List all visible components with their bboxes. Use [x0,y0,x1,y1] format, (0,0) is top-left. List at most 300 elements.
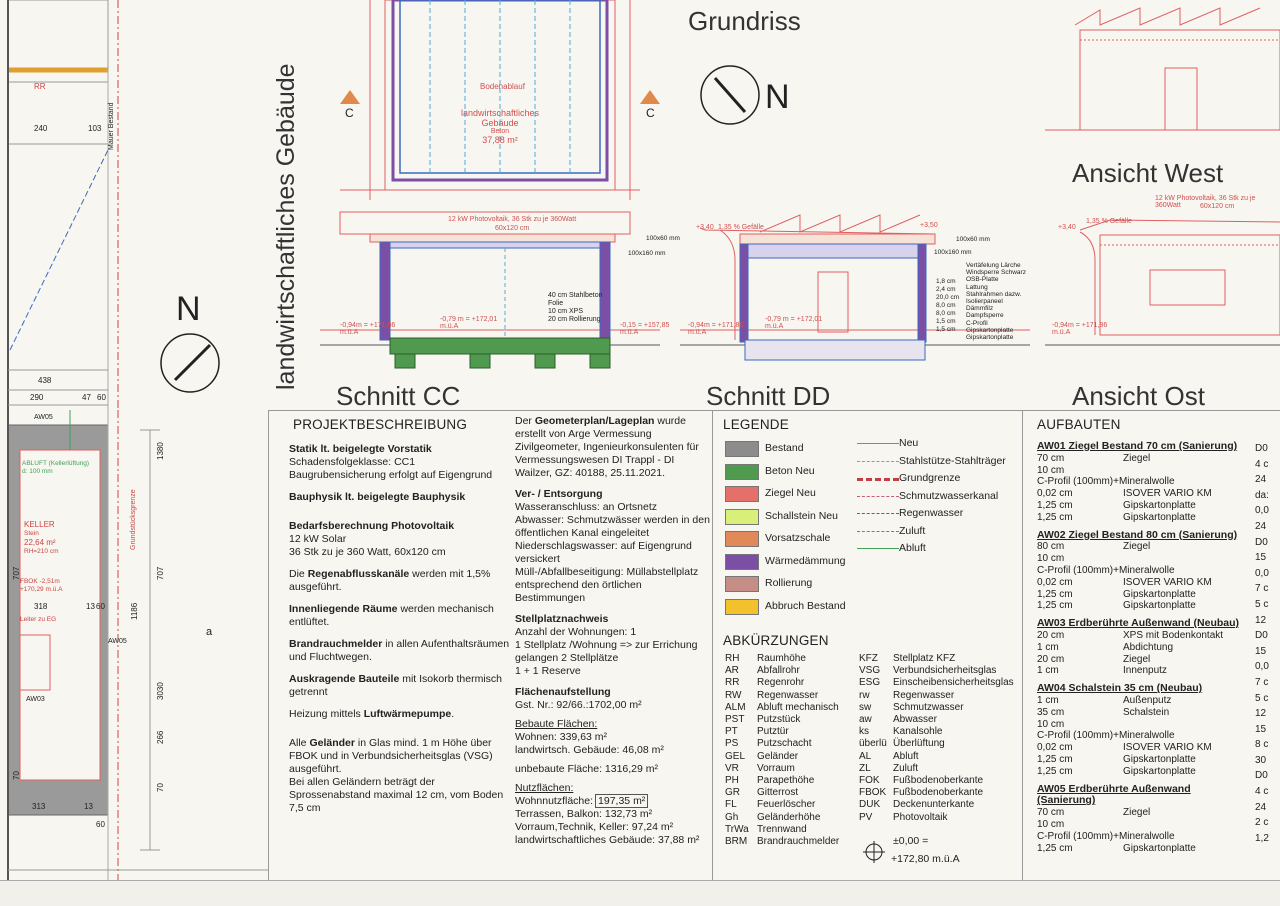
isokorb-block [289,673,511,699]
aufbau-cut-value: 12 [1255,708,1267,720]
page-footer [0,880,1280,906]
keller-room [24,520,59,556]
legend-swatch-label: Bestand [765,442,804,454]
abbreviation-row [725,665,843,677]
abbreviation-meaning: Regenrohr [757,677,805,689]
dim-v-707: 707 [156,566,165,580]
level-cc-right: -0,15 = +157,85 m.ü.A [620,322,670,336]
aufbau-heading: AW02 Ziegel Bestand 80 cm (Sanierung) [1037,528,1238,541]
aufbau-cut-value: 15 [1255,552,1267,564]
ver-text: Wasseranschluss: an Ortsnetz Abwasser: Schmutzwässer werden in den öffentlichen Kanal eingeleitet Niederschlagswasser: auf Eigengrund versickert Müll-/Abfallbeseitigung: Müllabstellplatz entsprechend den örtlichen Bestimmungen [515,501,710,604]
dd-layer-size: 1,8 cm [936,278,956,285]
nutz-text: Terrassen, Balkon: 132,73 m² Vorraum,Technik, Keller: 97,24 m² landwirtschaftliches Gebäude: 37,88 m² [515,808,700,846]
aufbau-thickness: 0,02 cm [1037,488,1073,500]
abbreviation-meaning: Putztür [757,726,789,738]
legend-swatch-label: Schallstein Neu [765,509,838,522]
room-name: landwirtschaftliches Gebäude [460,108,540,128]
level-dd-top-right: +3,50 [920,222,938,229]
abbreviation-code: überlü [859,738,887,750]
aufbau-layer-row [1037,807,1249,819]
aufbau-layer-row [1037,695,1249,707]
aufbau-cut-value: 30 [1255,754,1267,766]
wohnnutz-label: Wohnnutzfläche: [515,795,594,807]
raeume-block [289,603,511,629]
abbreviation-code: AR [725,665,739,677]
legend-line-label: Schmutzwasserkanal [899,489,999,502]
abbreviation-code: ESG [859,677,881,689]
level-dd-mid: -0,79 m = +172,01 m.ü.A [765,316,823,330]
stell-heading: Stellplatznachweis [515,613,609,625]
abbreviation-row [725,775,843,787]
aufbau-thickness: 35 cm [1037,706,1065,718]
abbreviation-row [725,751,843,763]
abbreviation-row [725,690,843,702]
aufbau-material: ISOVER VARIO KM [1123,576,1212,588]
abbreviation-meaning: Putzstück [757,714,801,726]
mauer-label: Mauer Bestand [108,102,115,150]
rauchmelder-block [289,638,511,664]
aufbau-layer-row [1037,512,1249,524]
aufbau-heading: AW05 Erdberührte Außenwand (Sanierung) [1037,782,1191,807]
section-mark-c-left: C [345,106,354,120]
dim-290: 290 [30,393,44,402]
aufbau-material: C-Profil (100mm)+Mineralwolle [1037,564,1175,576]
dd-layer-list [966,262,1026,341]
aufbau-thickness: 1,25 cm [1037,511,1073,523]
aufbau-thickness: 80 cm [1037,541,1065,553]
aw03-badge: AW03 [26,696,45,703]
aufbau-thickness: 1,25 cm [1037,588,1073,600]
abbreviation-meaning: Einscheibensicherheitsglas [893,677,1014,689]
section-mark-c-right: C [646,106,655,120]
aufbau-material: C-Profil (100mm)+Mineralwolle [1037,476,1175,488]
aufbau-cut-value: 7 c [1255,583,1269,595]
abbreviation-meaning: Trennwand [757,823,807,835]
site-plan-left [8,0,118,410]
abbreviation-code: TrWa [725,823,749,835]
aufbau-heading: AW01 Ziegel Bestand 70 cm (Sanierung) [1037,440,1238,452]
abbreviation-meaning: Schmutzwasser [893,701,964,713]
aufbauten-cut-column [1255,441,1280,846]
aufbau-thickness: 10 cm [1037,718,1065,730]
aufbau-layer-row [1037,488,1249,500]
abbreviation-code: KFZ [859,653,878,664]
bauphysik-heading: Bauphysik lt. beigelegte Bauphysik [289,491,466,503]
dd-layer-size: 1,5 cm [936,326,956,333]
aufbau-thickness: 1,25 cm [1037,753,1073,765]
project-col-2 [515,415,711,847]
abbreviation-meaning: Photovoltaik [893,811,948,823]
abbreviations-left [725,653,843,848]
grenze-label: Grundstücksgrenze [130,489,137,550]
aufbau-cut-value: 0,0 [1255,505,1269,517]
project-description-panel [268,410,713,881]
aufbau-material: Gipskartonplatte [1123,588,1196,600]
dd-layer-size: 8,0 cm [936,310,956,317]
abbreviation-code: RW [725,689,742,701]
aufbau-material: ISOVER VARIO KM [1123,488,1212,500]
aufbau-cut-value: D0 [1255,630,1268,642]
dim-v-707-left: 707 [12,566,21,580]
dim-v-1380: 1380 [156,442,165,460]
gefaelle-label-dd: 1,35 % Gefälle [718,224,764,231]
aufbauten-list [1037,435,1249,854]
level-east-left: -0,94m = +171,86 m.ü.A [1052,322,1108,336]
dd-layer: Gipskartonplatte [966,334,1014,342]
legend-swatch [725,441,759,457]
aufbau-layer-row [1037,589,1249,601]
abbreviation-row [725,836,843,848]
aufbau-cut-value: 7 c [1255,676,1269,688]
keller-area: 22,64 m² [24,538,56,547]
abbreviation-code: ZL [859,762,871,774]
abbreviation-code: PST [725,714,745,726]
legend-swatch [725,464,759,480]
dim-313: 313 [32,802,46,811]
legend-line-sample [857,531,899,532]
gelaender-text: in Glas mind. 1 m Höhe über FBOK und in Verbundsicherheitsglas (VSG) ausgeführt. Bei allen Geländern beträgt der Sprossenabstand maximal 12 cm, vom Boden 7,5 cm [289,737,504,814]
abbreviation-code: sw [859,701,872,713]
aufbau-cut-value: 5 c [1255,692,1269,704]
room-area: 37,88 m² [482,135,518,145]
abbreviation-row [725,677,843,689]
abbreviation-row [725,702,843,714]
abbreviation-meaning: Abluft [893,750,919,762]
statik-text: Schadensfolgeklasse: CC1 Baugrubensicherung erfolgt auf Eigengrund [289,456,493,481]
aufbau-heading: AW03 Erdberührte Außenwand (Neubau) [1037,617,1240,630]
legend-line-label: Regenwasser [899,507,964,519]
aufbau-material: ISOVER VARIO KM [1123,742,1212,754]
north-arrow-left [161,334,219,392]
abbreviation-code: GEL [725,750,746,762]
flaechen-heading: Flächenaufstellung [515,686,611,698]
cc-layer: 10 cm XPS [548,308,584,315]
aufbau-material: Ziegel [1123,653,1151,665]
legend-line-label: Neu [899,437,919,449]
fbok-level: FBOK -2,51m [20,578,60,585]
keller-name: KELLER [24,520,55,529]
heizung-pre: Heizung mittels [289,708,364,720]
aufbau-cut-value: D0 [1255,536,1268,548]
aufbau-thickness: 70 cm [1037,452,1065,464]
aufbau-cut-value: 0,0 [1255,567,1269,579]
pv-heading: Bedarfsberechnung Photovoltaik [289,520,455,532]
aufbauten-panel [1022,410,1280,881]
aufbau-cut-value: 15 [1255,723,1267,735]
aufbauten-title: AUFBAUTEN [1037,417,1121,432]
abbreviation-row [859,787,1018,799]
aufbau-layer-row [1037,577,1249,589]
section-cc [320,234,660,368]
abbreviation-row [725,763,843,775]
abbreviation-row [859,738,1018,750]
aufbau-thickness: 20 cm [1037,629,1065,641]
abbreviation-code: DUK [859,799,881,811]
aufbau-layer-row [1037,654,1249,666]
abbreviation-row [725,787,843,799]
leiter-label: Leiter zu EG [20,616,57,623]
dd-layer-size: 1,5 cm [936,318,956,325]
dd-layer: C-Profil [966,319,988,327]
aufbau-thickness: 1,25 cm [1037,499,1073,511]
aufbau-material: Gipskartonplatte [1123,511,1196,523]
section-mark-a: a [206,626,213,638]
gelaender-pre: Alle [289,737,310,749]
statik-heading: Statik lt. beigelegte Vorstatik [289,443,432,455]
ver-heading: Ver- / Entsorgung [515,488,603,500]
regen-text: werden mit 1,5% ausgeführt. [289,568,491,593]
abbreviation-code: ALM [725,701,746,713]
bauphysik-block [289,491,511,504]
abbreviation-meaning: Abfallrohr [757,665,800,677]
dd-layer: OSB-Platte [966,276,999,284]
flaechen-gst: Gst. Nr.: 92/66.:1702,00 m² [515,699,642,711]
height-reference-icon [863,841,885,863]
title-ansicht-ost: Ansicht Ost [1072,381,1205,411]
nutz-heading: Nutzflächen: [515,782,574,794]
abbreviation-meaning: Raumhöhe [757,653,806,664]
title-grundriss: Grundriss [688,6,801,36]
aufbau-cut-value: 4 c [1255,786,1269,798]
dim-v-266: 266 [156,730,165,744]
dim-v-3030: 3030 [156,682,165,700]
abbreviations-title: ABKÜRZUNGEN [723,633,829,648]
legend-swatch [725,509,759,525]
aufbau-cut-value: 15 [1255,645,1267,657]
aufbau-layer-row [1037,754,1249,766]
aufbau-layer-row [1037,819,1249,843]
size-100x160-dd: 100x160 mm [934,249,972,256]
legend-swatch [725,486,759,502]
dd-layer: Stahlrahmen dazw. [966,290,1022,298]
legend-line-sample [857,478,899,481]
abbreviation-row [725,738,843,750]
cc-layer-list [548,292,602,324]
abbreviation-code: FOK [859,775,880,787]
abbreviations-right [859,653,1018,824]
aufbau-cut-value: 0,0 [1255,661,1269,673]
abbreviation-code: BRM [725,836,748,848]
rauchmelder-heading: Brandrauchmelder [289,638,383,650]
dim-318: 318 [34,602,48,611]
legend-swatch-label: Rollierung [765,577,813,589]
fbok-note [20,578,62,594]
aufbau-material: Gipskartonplatte [1123,753,1196,765]
heizung-block [289,708,511,721]
north-label-left: N [176,290,201,328]
gelaender-block [289,737,511,815]
aufbau-cut-value: 8 c [1255,739,1269,751]
unbebaut-text: unbebaute Fläche: 1316,29 m² [515,763,659,775]
aufbau-material: Gipskartonplatte [1123,600,1196,612]
aufbau-thickness: 1 cm [1037,694,1059,706]
level-cc-left: -0,94m = +171,86 m.ü.A [340,322,396,336]
abbreviation-meaning: Verbundsicherheitsglas [893,665,997,677]
dim-438: 438 [38,376,52,385]
abbreviation-code: PV [859,811,873,823]
legend-swatch [725,531,759,547]
abbreviation-meaning: Geländer [757,750,799,762]
dim-47: 47 [82,393,91,402]
statik-block [289,443,511,482]
aufbau-cut-value: 1,2 [1255,832,1269,844]
abluft-diameter: d: 100 mm [22,468,53,475]
gelaender-heading: Geländer [309,737,355,749]
legend-line-sample [857,461,899,462]
abbreviation-row [725,812,843,824]
level-dd-top: +3,40 [696,224,714,231]
abbreviation-code: Gh [725,811,739,823]
abbreviation-meaning: Abluft mechanisch [757,701,839,713]
aufbau-cut-value: 24 [1255,520,1267,532]
dd-layer-size: 8,0 cm [936,302,956,309]
dim-13-a: 13 [86,602,95,611]
abbreviation-row [859,690,1018,702]
abbreviation-meaning: Kanalsohle [893,726,943,738]
legend-line-sample [857,496,899,497]
dd-layer: Dampfsperre [966,312,1004,320]
legend-line-sample [857,548,899,549]
abbreviation-code: FL [725,799,737,811]
dd-layer: Lattung [966,283,988,291]
aufbau-material: Außenputz [1123,694,1172,706]
abbreviation-meaning: Zuluft [893,762,919,774]
room-label [450,108,550,145]
rr-label: RR [34,82,46,91]
aufbau-material: Innenputz [1123,665,1167,677]
fbok-level-abs: +170,29 m.ü.A [20,586,63,593]
aufbau-material: C-Profil (100mm)+Mineralwolle [1037,730,1175,742]
aw05-badge-b: AW05 [108,638,127,645]
pv-size-cc: 60x120 cm [495,225,530,232]
aufbau-thickness: 1 cm [1037,641,1059,653]
raeume-heading: Innenliegende Räume [289,603,398,615]
legend-line-label: Grundgrenze [899,472,961,484]
legend-swatch [725,599,759,615]
aufbau-material: Ziegel [1123,807,1151,819]
aufbau-material: Schalstein [1123,706,1170,718]
elevation-west [1045,8,1280,130]
aufbau-layer-row [1037,742,1249,754]
dd-layer: Dämmfilz [966,305,994,313]
abbreviation-row [859,714,1018,726]
legend-swatch-label: Beton Neu [765,464,815,477]
isokorb-heading: Auskragende Bauteile [289,673,400,685]
project-title: PROJEKTBESCHREIBUNG [293,417,468,432]
aufbau-material: Gipskartonplatte [1123,499,1196,511]
legend-swatch [725,576,759,592]
level-cc-mid: -0,79 m = +172,01 m.ü.A [440,316,498,330]
aufbau-thickness: 0,02 cm [1037,576,1073,588]
aufbau-cut-value: D0 [1255,770,1268,782]
bebaut-heading: Bebaute Flächen: [515,718,598,730]
cc-layer: Folie [548,300,564,307]
aufbau-layer-row [1037,453,1249,465]
geometer-text: wurde erstellt von Arge Vermessung Zivilgeometer, Ingenieurkonsulenten für Vermessungswesen DI Trappl - DI Wailzer, GZ: 40188, 25.11.2021. [515,415,699,479]
plan-drawings [0,0,1280,410]
pv-label-cc: 12 kW Photovoltaik, 36 Stk zu je 360Watt [448,216,577,223]
regen-block [289,568,511,594]
aufbau-layer-row [1037,665,1249,677]
aufbau-material: C-Profil (100mm)+Mineralwolle [1037,830,1175,842]
legend-swatch-label: Wärmedämmung [765,554,846,567]
abbreviation-meaning: Feuerlöscher [757,799,816,811]
dim-60-b: 60 [96,820,105,829]
aufbau-thickness: 10 cm [1037,553,1065,565]
raeume-text: werden mechanisch entlüftet. [289,603,494,628]
abbreviation-code: PS [725,738,739,750]
aufbau-layer-row [1037,541,1249,553]
dim-v-70: 70 [156,783,165,792]
aufbau-cut-value: 24 [1255,801,1267,813]
level-east-top: +3,40 [1058,224,1076,231]
abbreviation-meaning: Abwasser [893,714,937,726]
abbreviation-meaning: Überlüftung [893,738,945,750]
aufbau-thickness: 10 cm [1037,464,1065,476]
aufbau-layer-row [1037,843,1249,855]
aufbau-thickness: 10 cm [1037,818,1065,830]
abbreviation-row [859,775,1018,787]
legend-swatch-label: Abbruch Bestand [765,599,846,612]
abbreviation-row [859,665,1018,677]
abbreviation-meaning: Gitterrost [757,787,799,799]
pv-block [289,520,511,559]
abbreviation-meaning: Fußbodenoberkante [893,775,984,787]
abbreviation-row [725,726,843,738]
abluft-note [22,460,89,476]
legend-swatch-label: Vorsatzschale [765,532,831,544]
keller-height: RH=210 cm [24,548,59,555]
abbreviation-row [859,677,1018,689]
room-material: Beton [490,128,510,135]
abbreviation-code: GR [725,787,740,799]
pv-label-east: 12 kW Photovoltaik, 36 Stk zu je 360Watt [1155,195,1256,209]
abbreviation-code: PH [725,775,739,787]
regen-pre: Die [289,568,308,580]
dim-v-70-left: 70 [12,771,21,780]
aufbau-thickness: 1,25 cm [1037,765,1073,777]
regen-heading: Regenabflusskanäle [307,568,410,580]
stell-text: Anzahl der Wohnungen: 1 1 Stellplatz /Wohnung => zur Errichung gelangen 2 Stellplätze 1 + 1 Reserve [515,626,698,677]
abbreviation-code: ks [859,726,869,738]
aufbau-layer-row [1037,719,1249,743]
aufbau-material: Ziegel [1123,452,1151,464]
aufbau-layer-row [1037,600,1249,612]
abbreviation-code: AL [859,750,872,762]
aufbau-cut-value: da: [1255,489,1269,501]
abluft-label: ABLUFT (Kellerlüftung) [22,460,90,467]
abbreviation-code: RH [725,653,740,664]
geometer-heading: Geometerplan/Lageplan [534,415,655,427]
aufbau-material: Abdichtung [1123,641,1174,653]
dd-layer: Gipskartonplatte [966,326,1014,334]
dd-layer: Isolierpaneel [966,298,1003,306]
abbreviation-meaning: Fußbodenoberkante [893,787,984,799]
legend-line-sample [857,443,899,444]
aw05-badge-a: AW05 [34,414,53,421]
aufbau-material: Ziegel [1123,541,1151,553]
abbreviation-row [859,812,1018,824]
abbreviation-meaning: Stellplatz KFZ [893,653,956,664]
dd-layer: Vertäfelung Lärche [966,262,1021,269]
level-dd-left: -0,94m = +171,86 m.ü.A [688,322,744,336]
abbreviation-meaning: Parapethöhe [757,775,815,787]
aufbau-thickness: 20 cm [1037,653,1065,665]
rauchmelder-text: in allen Aufenthaltsräumen und Fluchtwegen. [289,638,510,663]
abbreviation-code: aw [859,714,872,726]
site-plan-lower [0,410,268,880]
abbreviation-row [859,726,1018,738]
